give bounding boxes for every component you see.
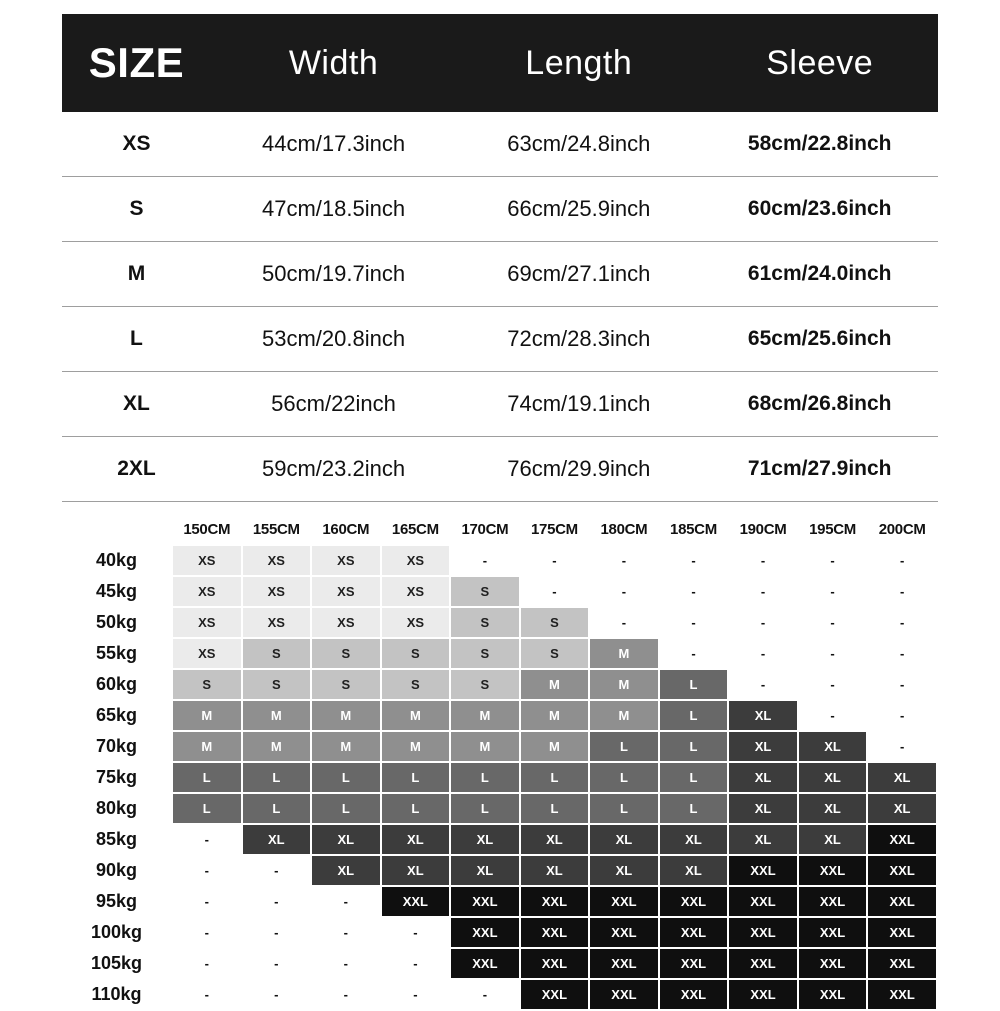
header-length: Length: [456, 14, 701, 112]
size-cell: L: [242, 762, 312, 793]
empty-cell: -: [659, 576, 729, 607]
empty-cell: -: [589, 607, 659, 638]
sleeve-value: 61cm/24.0inch: [701, 242, 938, 307]
size-cell: XL: [311, 824, 381, 855]
size-cell: L: [589, 762, 659, 793]
weight-label: 65kg: [62, 700, 172, 731]
empty-cell: -: [242, 855, 312, 886]
weight-row: [62, 824, 937, 855]
weight-row: [62, 669, 937, 700]
header-width: Width: [211, 14, 456, 112]
weight-label: 85kg: [62, 824, 172, 855]
width-value: 59cm/23.2inch: [211, 437, 456, 502]
height-header: 190CM: [728, 514, 798, 545]
height-header: 170CM: [450, 514, 520, 545]
size-cell: XS: [381, 545, 451, 576]
size-cell: XXL: [798, 855, 868, 886]
size-cell: XXL: [798, 917, 868, 948]
size-cell: XXL: [867, 917, 937, 948]
weight-row: [62, 607, 937, 638]
size-cell: S: [381, 669, 451, 700]
length-value: 66cm/25.9inch: [456, 177, 701, 242]
size-cell: XL: [450, 824, 520, 855]
size-cell: XS: [172, 638, 242, 669]
empty-cell: -: [659, 607, 729, 638]
weight-row: [62, 886, 937, 917]
size-cell: XXL: [867, 824, 937, 855]
empty-cell: -: [867, 700, 937, 731]
sleeve-value: 68cm/26.8inch: [701, 372, 938, 437]
size-cell: XXL: [798, 886, 868, 917]
size-cell: M: [311, 731, 381, 762]
size-cell: S: [242, 638, 312, 669]
size-cell: XXL: [520, 886, 590, 917]
size-cell: XL: [520, 855, 590, 886]
weight-row: [62, 917, 937, 948]
empty-cell: -: [172, 824, 242, 855]
width-value: 44cm/17.3inch: [211, 112, 456, 177]
size-cell: M: [381, 731, 451, 762]
size-cell: XXL: [589, 917, 659, 948]
size-cell: XS: [381, 607, 451, 638]
size-cell: L: [520, 762, 590, 793]
height-weight-table: [62, 514, 938, 1011]
sleeve-value: 71cm/27.9inch: [701, 437, 938, 502]
height-header: 155CM: [242, 514, 312, 545]
width-value: 56cm/22inch: [211, 372, 456, 437]
size-cell: S: [450, 576, 520, 607]
size-cell: XXL: [450, 917, 520, 948]
size-cell: XL: [381, 824, 451, 855]
size-cell: XXL: [728, 979, 798, 1010]
weight-row: [62, 700, 937, 731]
weight-row: [62, 979, 937, 1010]
size-cell: M: [589, 638, 659, 669]
size-cell: XXL: [450, 886, 520, 917]
width-value: 50cm/19.7inch: [211, 242, 456, 307]
size-cell: L: [659, 700, 729, 731]
weight-row: [62, 638, 937, 669]
height-header: 180CM: [589, 514, 659, 545]
size-cell: XXL: [728, 917, 798, 948]
empty-cell: -: [311, 948, 381, 979]
weight-row: [62, 855, 937, 886]
size-cell: L: [659, 669, 729, 700]
size-label: L: [62, 307, 211, 372]
empty-cell: -: [798, 545, 868, 576]
length-value: 72cm/28.3inch: [456, 307, 701, 372]
size-cell: XS: [172, 607, 242, 638]
size-cell: S: [381, 638, 451, 669]
size-cell: L: [450, 762, 520, 793]
size-cell: XXL: [520, 948, 590, 979]
empty-cell: -: [172, 917, 242, 948]
size-cell: L: [520, 793, 590, 824]
weight-label: 95kg: [62, 886, 172, 917]
size-cell: XXL: [520, 979, 590, 1010]
sleeve-value: 60cm/23.6inch: [701, 177, 938, 242]
size-cell: XL: [520, 824, 590, 855]
size-label: 2XL: [62, 437, 211, 502]
empty-cell: -: [520, 545, 590, 576]
size-cell: M: [381, 700, 451, 731]
size-cell: M: [172, 731, 242, 762]
empty-cell: -: [242, 979, 312, 1010]
empty-cell: -: [798, 638, 868, 669]
height-header: 160CM: [311, 514, 381, 545]
size-label: XL: [62, 372, 211, 437]
width-value: 47cm/18.5inch: [211, 177, 456, 242]
empty-cell: -: [867, 669, 937, 700]
size-label: XS: [62, 112, 211, 177]
size-cell: M: [242, 700, 312, 731]
size-cell: L: [311, 793, 381, 824]
empty-cell: -: [172, 886, 242, 917]
size-cell: S: [311, 638, 381, 669]
size-cell: M: [520, 669, 590, 700]
empty-cell: -: [659, 545, 729, 576]
size-cell: M: [450, 700, 520, 731]
height-header: 195CM: [798, 514, 868, 545]
empty-cell: -: [728, 638, 798, 669]
weight-row: [62, 576, 937, 607]
size-cell: XXL: [450, 948, 520, 979]
size-cell: XL: [728, 762, 798, 793]
size-cell: XXL: [659, 886, 729, 917]
size-cell: XL: [242, 824, 312, 855]
size-cell: S: [242, 669, 312, 700]
size-label: S: [62, 177, 211, 242]
weight-label: 50kg: [62, 607, 172, 638]
size-cell: XXL: [589, 948, 659, 979]
measurement-row: [62, 242, 938, 307]
empty-cell: -: [242, 886, 312, 917]
size-cell: XXL: [589, 886, 659, 917]
empty-cell: -: [798, 669, 868, 700]
measurement-header-row: [62, 14, 938, 112]
size-cell: M: [311, 700, 381, 731]
height-weight-table-body: [62, 545, 937, 1010]
size-cell: L: [172, 762, 242, 793]
height-header: 185CM: [659, 514, 729, 545]
size-cell: M: [589, 700, 659, 731]
size-cell: XXL: [728, 948, 798, 979]
size-cell: L: [659, 762, 729, 793]
length-value: 63cm/24.8inch: [456, 112, 701, 177]
size-cell: XL: [798, 762, 868, 793]
size-cell: XXL: [867, 855, 937, 886]
size-label: M: [62, 242, 211, 307]
size-cell: XXL: [728, 855, 798, 886]
empty-cell: -: [728, 545, 798, 576]
size-cell: L: [311, 762, 381, 793]
empty-cell: -: [867, 638, 937, 669]
size-cell: XL: [589, 855, 659, 886]
empty-cell: -: [589, 545, 659, 576]
measurement-row: [62, 437, 938, 502]
length-value: 76cm/29.9inch: [456, 437, 701, 502]
empty-cell: -: [798, 576, 868, 607]
size-cell: XS: [381, 576, 451, 607]
size-cell: M: [520, 731, 590, 762]
empty-cell: -: [728, 607, 798, 638]
weight-label: 100kg: [62, 917, 172, 948]
empty-cell: -: [798, 700, 868, 731]
weight-row: [62, 948, 937, 979]
size-cell: XXL: [728, 886, 798, 917]
empty-cell: -: [450, 979, 520, 1010]
size-cell: XS: [242, 545, 312, 576]
size-cell: XXL: [520, 917, 590, 948]
size-cell: XL: [728, 824, 798, 855]
measurement-row: [62, 177, 938, 242]
empty-cell: -: [311, 917, 381, 948]
size-cell: S: [450, 669, 520, 700]
height-header: 175CM: [520, 514, 590, 545]
weight-row: [62, 793, 937, 824]
size-cell: XS: [242, 576, 312, 607]
size-cell: XL: [798, 731, 868, 762]
empty-cell: -: [589, 576, 659, 607]
empty-cell: -: [728, 576, 798, 607]
size-cell: M: [589, 669, 659, 700]
measurement-row: [62, 307, 938, 372]
size-cell: L: [450, 793, 520, 824]
size-cell: M: [172, 700, 242, 731]
empty-cell: -: [867, 731, 937, 762]
size-cell: L: [381, 762, 451, 793]
height-header-row: [62, 514, 937, 545]
size-cell: XXL: [798, 948, 868, 979]
empty-cell: -: [867, 545, 937, 576]
header-sleeve: Sleeve: [701, 14, 938, 112]
measurement-row: [62, 112, 938, 177]
size-cell: M: [520, 700, 590, 731]
size-cell: XXL: [589, 979, 659, 1010]
empty-cell: -: [728, 669, 798, 700]
empty-cell: -: [242, 917, 312, 948]
size-cell: XL: [728, 731, 798, 762]
size-cell: XS: [311, 607, 381, 638]
weight-label: 80kg: [62, 793, 172, 824]
measurement-table-body: [62, 112, 938, 502]
measurement-table: [62, 14, 938, 502]
weight-label: 90kg: [62, 855, 172, 886]
size-cell: L: [242, 793, 312, 824]
size-cell: XL: [728, 793, 798, 824]
empty-cell: -: [311, 886, 381, 917]
size-cell: XL: [659, 824, 729, 855]
weight-row: [62, 545, 937, 576]
empty-cell: -: [172, 948, 242, 979]
height-header: 165CM: [381, 514, 451, 545]
size-cell: XL: [867, 762, 937, 793]
weight-label: 55kg: [62, 638, 172, 669]
size-cell: L: [589, 731, 659, 762]
weight-label: 40kg: [62, 545, 172, 576]
size-cell: M: [450, 731, 520, 762]
corner-cell: [62, 514, 172, 545]
weight-label: 70kg: [62, 731, 172, 762]
header-size: SIZE: [62, 14, 211, 112]
size-cell: S: [520, 607, 590, 638]
size-cell: XS: [172, 545, 242, 576]
size-cell: XL: [311, 855, 381, 886]
empty-cell: -: [520, 576, 590, 607]
empty-cell: -: [172, 855, 242, 886]
size-cell: L: [659, 793, 729, 824]
size-cell: XL: [381, 855, 451, 886]
height-header: 200CM: [867, 514, 937, 545]
size-cell: L: [381, 793, 451, 824]
weight-label: 110kg: [62, 979, 172, 1010]
size-cell: M: [242, 731, 312, 762]
size-cell: XXL: [867, 948, 937, 979]
size-cell: XXL: [381, 886, 451, 917]
size-cell: XL: [798, 793, 868, 824]
size-cell: S: [520, 638, 590, 669]
size-cell: L: [172, 793, 242, 824]
weight-label: 75kg: [62, 762, 172, 793]
size-cell: XL: [450, 855, 520, 886]
length-value: 69cm/27.1inch: [456, 242, 701, 307]
weight-label: 45kg: [62, 576, 172, 607]
empty-cell: -: [659, 638, 729, 669]
empty-cell: -: [381, 917, 451, 948]
empty-cell: -: [798, 607, 868, 638]
size-cell: S: [450, 607, 520, 638]
size-cell: S: [311, 669, 381, 700]
size-cell: XS: [311, 545, 381, 576]
size-cell: L: [659, 731, 729, 762]
size-cell: L: [589, 793, 659, 824]
sleeve-value: 65cm/25.6inch: [701, 307, 938, 372]
measurement-row: [62, 372, 938, 437]
height-header: 150CM: [172, 514, 242, 545]
size-cell: XL: [589, 824, 659, 855]
empty-cell: -: [867, 576, 937, 607]
size-cell: XXL: [798, 979, 868, 1010]
size-cell: XXL: [659, 917, 729, 948]
empty-cell: -: [867, 607, 937, 638]
size-cell: XL: [728, 700, 798, 731]
size-cell: XXL: [867, 886, 937, 917]
size-cell: XS: [311, 576, 381, 607]
empty-cell: -: [311, 979, 381, 1010]
size-cell: XS: [242, 607, 312, 638]
empty-cell: -: [172, 979, 242, 1010]
sleeve-value: 58cm/22.8inch: [701, 112, 938, 177]
size-cell: XXL: [659, 979, 729, 1010]
empty-cell: -: [450, 545, 520, 576]
weight-label: 60kg: [62, 669, 172, 700]
width-value: 53cm/20.8inch: [211, 307, 456, 372]
size-cell: XL: [798, 824, 868, 855]
empty-cell: -: [381, 948, 451, 979]
size-cell: S: [172, 669, 242, 700]
size-cell: XS: [172, 576, 242, 607]
size-cell: XL: [867, 793, 937, 824]
empty-cell: -: [242, 948, 312, 979]
length-value: 74cm/19.1inch: [456, 372, 701, 437]
weight-row: [62, 731, 937, 762]
size-cell: XXL: [867, 979, 937, 1010]
size-cell: XXL: [659, 948, 729, 979]
weight-row: [62, 762, 937, 793]
empty-cell: -: [381, 979, 451, 1010]
size-cell: XL: [659, 855, 729, 886]
size-cell: S: [450, 638, 520, 669]
weight-label: 105kg: [62, 948, 172, 979]
